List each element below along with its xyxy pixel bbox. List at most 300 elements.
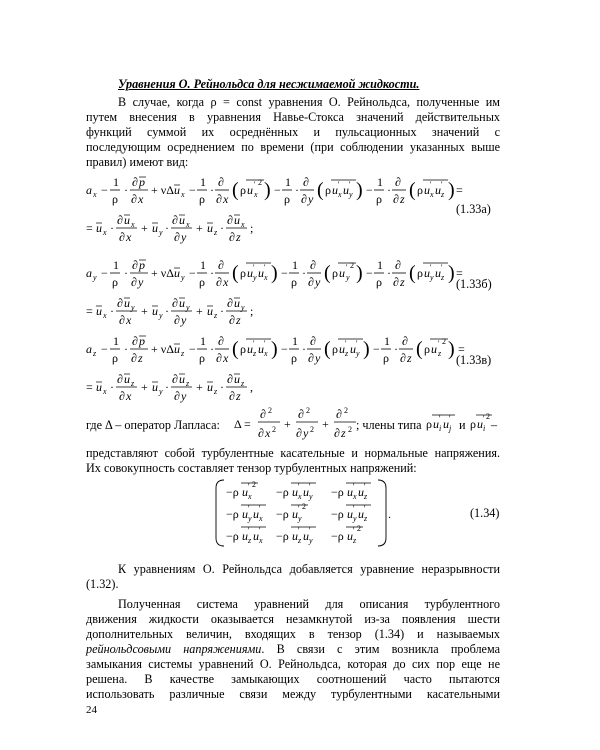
svg-text:u: u xyxy=(242,507,248,521)
section-heading: Уравнения О. Рейнольдса для несжимаемой жидкости. xyxy=(118,77,420,91)
svg-text:u: u xyxy=(347,529,353,543)
svg-text:x: x xyxy=(430,190,434,199)
svg-text:u: u xyxy=(207,380,213,394)
svg-text:2: 2 xyxy=(442,337,446,346)
text-line-emphasis: рейнольдсовыми напряжениями. В связи с этим возникла проблема xyxy=(86,642,500,656)
svg-text:x: x xyxy=(223,275,229,289)
svg-text:u: u xyxy=(292,529,298,543)
svg-text:=: = xyxy=(86,221,93,235)
svg-text:−: − xyxy=(101,266,108,280)
svg-text:∂: ∂ xyxy=(400,351,406,365)
svg-text:+ νΔ: + νΔ xyxy=(151,266,174,280)
text-line: В случае, когда ρ = const уравнения О. Рейнольдса, полученные им xyxy=(118,95,500,109)
svg-text:z: z xyxy=(186,379,190,388)
svg-text:2: 2 xyxy=(268,406,272,415)
svg-text:2: 2 xyxy=(272,425,276,434)
equation-number: (1.33в) xyxy=(456,353,492,367)
svg-text:x: x xyxy=(126,313,132,327)
svg-text:u: u xyxy=(303,485,309,499)
svg-text:∂: ∂ xyxy=(229,389,235,403)
svg-text:1: 1 xyxy=(292,334,298,348)
svg-text:z: z xyxy=(438,349,442,358)
svg-text:': ' xyxy=(353,526,355,535)
svg-text:u: u xyxy=(96,380,102,394)
svg-text:−: − xyxy=(366,183,373,197)
svg-text:2: 2 xyxy=(258,178,262,187)
svg-text:(: ( xyxy=(324,262,331,284)
svg-text:,: , xyxy=(250,380,253,394)
svg-text:∂: ∂ xyxy=(308,275,314,289)
svg-text:): ) xyxy=(448,338,455,360)
svg-text:x: x xyxy=(259,514,263,523)
svg-text:x: x xyxy=(248,492,252,501)
svg-text:y: y xyxy=(181,230,187,244)
svg-text:z: z xyxy=(407,351,412,365)
page-number: 24 xyxy=(86,704,97,716)
svg-text:': ' xyxy=(364,482,366,491)
svg-text:x: x xyxy=(298,492,302,501)
text-line: представляют собой турбулентные касательные и нормальные напряжения. xyxy=(86,446,500,460)
svg-text:u: u xyxy=(247,266,253,280)
svg-text:∂: ∂ xyxy=(260,407,266,421)
svg-text:+: + xyxy=(141,380,148,394)
svg-text:∂: ∂ xyxy=(395,258,401,272)
svg-text:.: . xyxy=(388,507,391,521)
svg-text:1: 1 xyxy=(200,334,206,348)
svg-text:2: 2 xyxy=(350,261,354,270)
svg-text:u: u xyxy=(179,296,185,310)
svg-text:': ' xyxy=(264,263,266,272)
tensor-row-1 xyxy=(226,480,371,501)
svg-text:·: · xyxy=(124,342,128,356)
svg-text:−: − xyxy=(366,266,373,280)
svg-text:+ νΔ: + νΔ xyxy=(151,183,174,197)
svg-text:−: − xyxy=(281,342,288,356)
svg-text:∂: ∂ xyxy=(336,407,342,421)
svg-text:−ρ: −ρ xyxy=(331,529,344,543)
svg-text:∂: ∂ xyxy=(296,426,302,440)
svg-text:ρ: ρ xyxy=(240,342,246,356)
svg-text:': ' xyxy=(345,339,347,348)
svg-text:·: · xyxy=(110,221,114,235)
svg-text:ρ: ρ xyxy=(291,351,297,365)
svg-text:∂: ∂ xyxy=(395,175,401,189)
svg-text:u: u xyxy=(96,304,102,318)
svg-text:z: z xyxy=(214,387,218,396)
svg-text:·: · xyxy=(165,380,169,394)
svg-text:u: u xyxy=(424,266,430,280)
svg-text:∂: ∂ xyxy=(172,213,178,227)
svg-text:y: y xyxy=(253,273,257,282)
svg-text:i: i xyxy=(439,424,442,433)
svg-text:ρ: ρ xyxy=(240,183,246,197)
svg-text:−: − xyxy=(101,342,108,356)
svg-text:': ' xyxy=(248,526,250,535)
svg-text:(: ( xyxy=(409,262,416,284)
svg-text:u: u xyxy=(152,221,158,235)
svg-text:u: u xyxy=(435,183,441,197)
svg-text:x: x xyxy=(264,349,268,358)
svg-text:u: u xyxy=(174,266,180,280)
svg-text:∂: ∂ xyxy=(132,175,138,189)
svg-text:1: 1 xyxy=(384,334,390,348)
svg-text:·: · xyxy=(220,380,224,394)
svg-text:x: x xyxy=(264,273,268,282)
svg-text:∂: ∂ xyxy=(174,389,180,403)
svg-text:·: · xyxy=(220,304,224,318)
svg-text:+: + xyxy=(322,417,329,431)
svg-text:y: y xyxy=(315,275,321,289)
svg-text:': ' xyxy=(364,504,366,513)
svg-text:+: + xyxy=(284,417,291,431)
eq-a-line2 xyxy=(86,213,253,244)
svg-text:u: u xyxy=(347,507,353,521)
svg-text:': ' xyxy=(356,339,358,348)
svg-text:+ νΔ: + νΔ xyxy=(151,342,174,356)
eq-a-line1 xyxy=(86,175,463,206)
svg-text:x: x xyxy=(138,192,144,206)
svg-text:∂: ∂ xyxy=(172,296,178,310)
svg-text:2: 2 xyxy=(357,524,361,533)
svg-text:u: u xyxy=(477,417,483,431)
svg-text:): ) xyxy=(448,262,455,284)
svg-text:−: − xyxy=(189,183,196,197)
svg-text:ρ: ρ xyxy=(424,342,430,356)
intro-paragraph xyxy=(86,95,500,170)
svg-text:): ) xyxy=(448,179,455,201)
svg-text:u: u xyxy=(152,304,158,318)
text-line: использовать различные связи между турбулентными касательными xyxy=(86,687,500,701)
svg-text:z: z xyxy=(131,379,135,388)
svg-text:·: · xyxy=(387,266,391,280)
svg-text:z: z xyxy=(400,192,405,206)
svg-text:': ' xyxy=(254,180,256,189)
svg-text:ρ: ρ xyxy=(112,192,118,206)
svg-text:u: u xyxy=(174,342,180,356)
svg-text:': ' xyxy=(483,414,485,423)
svg-text:y: y xyxy=(308,192,314,206)
svg-text:ρ: ρ xyxy=(112,351,118,365)
svg-text:u: u xyxy=(358,507,364,521)
svg-text:1: 1 xyxy=(377,258,383,272)
svg-text:∂: ∂ xyxy=(117,296,123,310)
svg-text:': ' xyxy=(298,482,300,491)
svg-text:x: x xyxy=(186,220,190,229)
svg-text:∂: ∂ xyxy=(308,351,314,365)
svg-text:u: u xyxy=(433,417,439,431)
svg-text:': ' xyxy=(353,504,355,513)
svg-text:x: x xyxy=(353,492,357,501)
svg-text:': ' xyxy=(253,263,255,272)
svg-text:': ' xyxy=(259,504,261,513)
svg-text:+: + xyxy=(196,380,203,394)
svg-text:y: y xyxy=(186,303,190,312)
svg-text:ρ: ρ xyxy=(291,275,297,289)
svg-text:z: z xyxy=(236,389,241,403)
svg-text:∂: ∂ xyxy=(298,407,304,421)
svg-text:u: u xyxy=(242,529,248,543)
reynolds-stresses-emphasis: рейнольдсовыми напряжениями xyxy=(86,642,262,656)
svg-text:·: · xyxy=(387,183,391,197)
svg-text:ρ: ρ xyxy=(383,351,389,365)
svg-text:∂: ∂ xyxy=(131,351,137,365)
equation-1-33b xyxy=(86,255,500,325)
closure-paragraph xyxy=(86,597,500,702)
svg-text:x: x xyxy=(126,230,132,244)
svg-text:∂: ∂ xyxy=(218,258,224,272)
svg-text:x: x xyxy=(93,190,97,199)
tensor-row-3 xyxy=(226,524,363,545)
svg-text:z: z xyxy=(353,536,357,545)
svg-text:z: z xyxy=(248,536,252,545)
svg-text:+: + xyxy=(196,304,203,318)
svg-text:ρ: ρ xyxy=(240,266,246,280)
svg-text:z: z xyxy=(345,349,349,358)
tensor-1-34 xyxy=(86,478,500,548)
svg-text:': ' xyxy=(441,180,443,189)
svg-text:z: z xyxy=(341,426,346,440)
text-line: движения жидкости оказывается незамкнутой из-за появления шести xyxy=(86,612,500,626)
svg-text:=: = xyxy=(458,342,465,356)
laplace-text-dash: – xyxy=(491,418,498,432)
svg-text:∂: ∂ xyxy=(229,313,235,327)
svg-text:': ' xyxy=(430,180,432,189)
text-line: дополнительных величин, входящих в тензор (1.34) и называемых xyxy=(86,627,500,641)
svg-text:u: u xyxy=(124,372,130,386)
equation-number: (1.33а) xyxy=(456,202,491,216)
svg-text:+: + xyxy=(141,221,148,235)
svg-text:a: a xyxy=(86,183,92,197)
svg-text:': ' xyxy=(430,263,432,272)
svg-text:z: z xyxy=(236,313,241,327)
svg-text:−ρ: −ρ xyxy=(226,485,239,499)
svg-text:+: + xyxy=(196,221,203,235)
equation-1-33v xyxy=(86,331,500,401)
svg-text:y: y xyxy=(349,190,353,199)
svg-text:': ' xyxy=(248,504,250,513)
tensor-matrix xyxy=(86,478,500,548)
svg-text:−: − xyxy=(274,183,281,197)
svg-text:u: u xyxy=(339,266,345,280)
svg-text:−ρ: −ρ xyxy=(331,507,344,521)
svg-text:∂: ∂ xyxy=(131,275,137,289)
svg-text:∂: ∂ xyxy=(227,213,233,227)
svg-text:z: z xyxy=(138,351,143,365)
svg-text:∂: ∂ xyxy=(258,426,264,440)
svg-text:y: y xyxy=(131,303,135,312)
svg-text:y: y xyxy=(346,273,350,282)
svg-text:y: y xyxy=(356,349,360,358)
svg-text:2: 2 xyxy=(306,406,310,415)
svg-text:∂: ∂ xyxy=(227,372,233,386)
svg-text:−: − xyxy=(373,342,380,356)
svg-text:y: y xyxy=(298,514,302,523)
laplace-line xyxy=(86,405,500,445)
svg-text:·: · xyxy=(124,183,128,197)
laplace-text-and: и xyxy=(459,418,466,432)
svg-text:Δ =: Δ = xyxy=(234,417,251,431)
text-line: функций суммой их осреднённых и пульсационных значений с xyxy=(86,125,500,139)
svg-text:ρ: ρ xyxy=(325,183,331,197)
svg-text:': ' xyxy=(438,339,440,348)
svg-text:(: ( xyxy=(232,338,239,360)
svg-text:p: p xyxy=(139,334,145,348)
svg-text:·: · xyxy=(295,183,299,197)
svg-text:u: u xyxy=(124,296,130,310)
svg-text:u: u xyxy=(358,485,364,499)
svg-text:u: u xyxy=(247,183,253,197)
svg-text:2: 2 xyxy=(344,406,348,415)
svg-text:u: u xyxy=(424,183,430,197)
svg-text:j: j xyxy=(449,424,452,433)
svg-text:∂: ∂ xyxy=(174,313,180,327)
svg-text:∂: ∂ xyxy=(218,175,224,189)
svg-text:': ' xyxy=(449,414,451,423)
svg-text:2: 2 xyxy=(486,412,490,421)
svg-text:(: ( xyxy=(317,179,324,201)
svg-text:z: z xyxy=(181,349,185,358)
svg-text:a: a xyxy=(86,266,92,280)
svg-text:u: u xyxy=(234,296,240,310)
svg-text:·: · xyxy=(210,342,214,356)
svg-text:u: u xyxy=(258,266,264,280)
svg-text:a: a xyxy=(86,342,92,356)
svg-text:y: y xyxy=(430,273,434,282)
svg-text:·: · xyxy=(220,221,224,235)
svg-text:−: − xyxy=(281,266,288,280)
svg-text:y: y xyxy=(138,275,144,289)
svg-text:': ' xyxy=(248,482,250,491)
svg-text:z: z xyxy=(400,275,405,289)
equation-number: (1.34) xyxy=(470,506,500,520)
svg-text:u: u xyxy=(174,183,180,197)
svg-text:y: y xyxy=(93,273,97,282)
svg-text:∂: ∂ xyxy=(310,258,316,272)
svg-text:x: x xyxy=(131,220,135,229)
svg-text:u: u xyxy=(234,213,240,227)
svg-text:u: u xyxy=(247,342,253,356)
svg-text:u: u xyxy=(292,507,298,521)
svg-text:u: u xyxy=(339,342,345,356)
svg-text:ρ: ρ xyxy=(470,417,476,431)
svg-text:': ' xyxy=(353,482,355,491)
svg-text:): ) xyxy=(363,338,370,360)
svg-text:y: y xyxy=(248,514,252,523)
svg-text:∂: ∂ xyxy=(303,175,309,189)
text-line: путем внесения в уравнения Навье-Стокса значений действительных xyxy=(86,110,500,124)
svg-text:z: z xyxy=(214,311,218,320)
svg-text:ρ: ρ xyxy=(284,192,290,206)
equation-1-33a xyxy=(86,172,500,242)
svg-text:(: ( xyxy=(232,262,239,284)
svg-text:ρ: ρ xyxy=(426,417,432,431)
svg-text:ρ: ρ xyxy=(417,183,423,197)
svg-text:∂: ∂ xyxy=(402,334,408,348)
svg-text:(: ( xyxy=(416,338,423,360)
svg-text:x: x xyxy=(223,351,229,365)
svg-text:(: ( xyxy=(409,179,416,201)
equation-number: (1.33б) xyxy=(456,277,492,291)
svg-text:): ) xyxy=(271,262,278,284)
svg-text:u: u xyxy=(242,485,248,499)
svg-text:=: = xyxy=(86,380,93,394)
svg-text:∂: ∂ xyxy=(119,389,125,403)
svg-text:·: · xyxy=(124,266,128,280)
svg-text:−: − xyxy=(101,183,108,197)
svg-text:': ' xyxy=(253,339,255,348)
svg-text:): ) xyxy=(271,338,278,360)
svg-text:ρ: ρ xyxy=(332,266,338,280)
svg-text:ρ: ρ xyxy=(199,275,205,289)
svg-text:': ' xyxy=(441,263,443,272)
text-line: (1.32). xyxy=(86,577,119,591)
svg-text:(: ( xyxy=(324,338,331,360)
svg-text:·: · xyxy=(110,380,114,394)
svg-text:y: y xyxy=(159,387,163,396)
svg-text:p: p xyxy=(139,258,145,272)
svg-text:·: · xyxy=(110,304,114,318)
svg-text:2: 2 xyxy=(310,425,314,434)
text-line: последующим осреднением по времени (при соблюдении указанных выше xyxy=(86,140,500,154)
svg-text:z: z xyxy=(236,230,241,244)
svg-text:u: u xyxy=(253,529,259,543)
svg-text:y: y xyxy=(315,351,321,365)
svg-text:u: u xyxy=(207,304,213,318)
svg-text:∂: ∂ xyxy=(119,313,125,327)
eq-c-line1 xyxy=(86,334,465,365)
svg-text:z: z xyxy=(253,349,257,358)
svg-text:∂: ∂ xyxy=(310,334,316,348)
svg-text:u: u xyxy=(350,342,356,356)
svg-text:x: x xyxy=(103,228,107,237)
svg-text:1: 1 xyxy=(113,334,119,348)
svg-text:+: + xyxy=(141,304,148,318)
svg-text:x: x xyxy=(126,389,132,403)
svg-text:∂: ∂ xyxy=(132,258,138,272)
svg-text:i: i xyxy=(483,424,486,433)
svg-text:z: z xyxy=(441,273,445,282)
text-line: правил) имеют вид: xyxy=(86,155,189,169)
svg-text:y: y xyxy=(303,426,309,440)
svg-text:1: 1 xyxy=(377,175,383,189)
svg-text:': ' xyxy=(338,180,340,189)
svg-text:x: x xyxy=(223,192,229,206)
stress-paragraph xyxy=(86,446,500,476)
svg-text:': ' xyxy=(349,180,351,189)
svg-text:·: · xyxy=(210,183,214,197)
svg-text:x: x xyxy=(103,311,107,320)
svg-text:−: − xyxy=(189,266,196,280)
text-line: решена. В качестве замыкающих соотношений часто пытаются xyxy=(86,672,500,686)
svg-text:−ρ: −ρ xyxy=(276,507,289,521)
svg-text:∂: ∂ xyxy=(218,334,224,348)
svg-text:y: y xyxy=(159,228,163,237)
svg-text:∂: ∂ xyxy=(132,334,138,348)
svg-text:': ' xyxy=(298,504,300,513)
eq-c-line2 xyxy=(86,372,253,403)
svg-text:∂: ∂ xyxy=(117,213,123,227)
svg-text:ρ: ρ xyxy=(199,192,205,206)
laplace-text-middle: ; члены типа xyxy=(356,418,422,432)
text-line: Их совокупность составляет тензор турбулентных напряжений: xyxy=(86,461,417,475)
svg-text:x: x xyxy=(259,536,263,545)
svg-text:u: u xyxy=(347,485,353,499)
svg-text:∂: ∂ xyxy=(172,372,178,386)
svg-text:ρ: ρ xyxy=(332,342,338,356)
svg-text:u: u xyxy=(152,380,158,394)
svg-text:): ) xyxy=(356,262,363,284)
svg-text:ρ: ρ xyxy=(376,192,382,206)
